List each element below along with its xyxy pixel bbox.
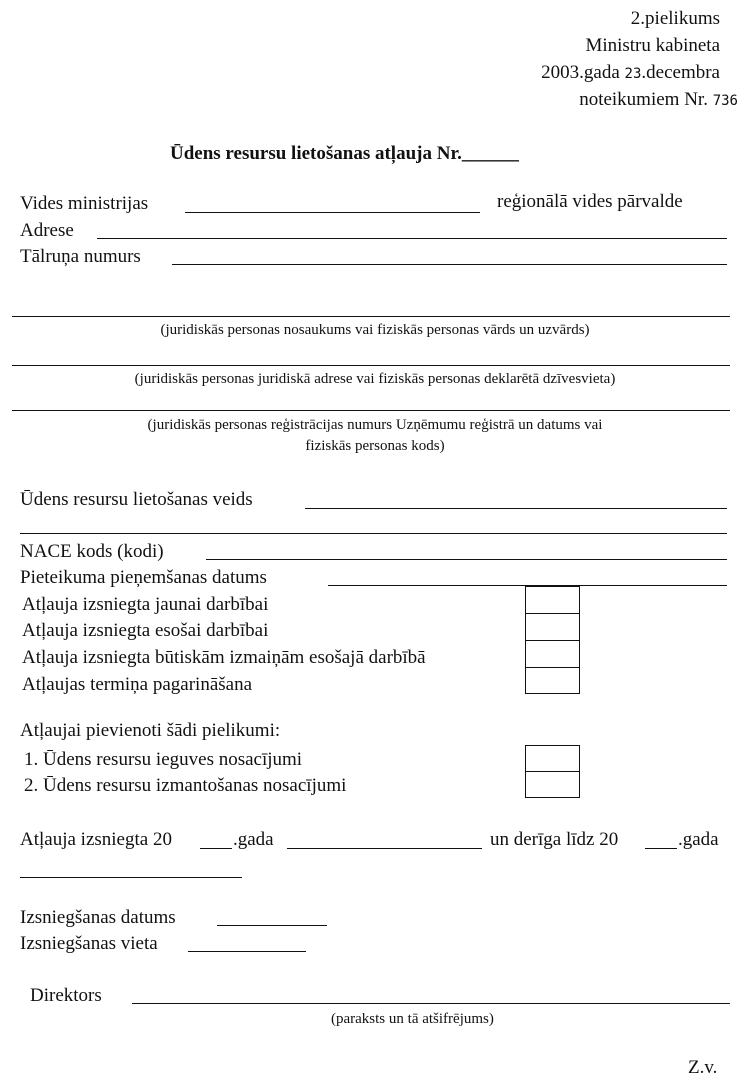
issued-year-line[interactable] — [200, 848, 232, 849]
talrunis-label: Tālruņa numurs — [20, 246, 141, 267]
nace-line[interactable] — [206, 559, 727, 560]
header-line-3-prefix: 2003.gada — [541, 62, 620, 83]
registration-caption-1: (juridiskās personas reģistrācijas numurs Uzņēmumu reģistrā un datums vai — [147, 417, 603, 433]
pieteikums-label: Pieteikuma pieņemšanas datums — [20, 567, 267, 588]
attachments-heading: Atļaujai pievienoti šādi pielikumi: — [20, 720, 281, 741]
signature-line[interactable] — [132, 1003, 730, 1004]
attachments-checkbox-group — [525, 745, 580, 798]
stamp-label: Z.v. — [688, 1057, 718, 1078]
checkbox-existing[interactable] — [526, 614, 579, 641]
checkbox-attachment-1[interactable] — [526, 746, 579, 772]
issue-place-line[interactable] — [188, 951, 306, 952]
header-line-3 — [541, 62, 720, 85]
registration-caption-2: fiziskās personas kods) — [305, 438, 445, 454]
vides-label: Vides ministrijas — [20, 193, 149, 214]
issue-place-label: Izsniegšanas vieta — [20, 933, 158, 954]
valid-date-line[interactable] — [20, 877, 242, 878]
checkbox-label-existing: Atļauja izsniegta esošai darbībai — [22, 620, 269, 641]
header-line-4 — [579, 89, 738, 112]
veids-line[interactable] — [305, 508, 727, 509]
checkbox-label-new: Atļauja izsniegta jaunai darbībai — [22, 594, 269, 615]
issued-date-line[interactable] — [287, 848, 482, 849]
issued-prefix: Atļauja izsniegta 20 — [20, 829, 172, 850]
header-decree-day: 23 — [624, 66, 642, 82]
veids-line-2[interactable] — [20, 533, 727, 534]
checkbox-attachment-2[interactable] — [526, 772, 579, 797]
adrese-line[interactable] — [97, 238, 727, 239]
talrunis-line[interactable] — [172, 264, 727, 265]
issued-suffix: .gada — [233, 829, 274, 850]
valid-prefix: un derīga līdz 20 — [490, 829, 619, 850]
name-caption: (juridiskās personas nosaukums vai fiziskās personas vārds un uzvārds) — [160, 322, 590, 338]
checkbox-label-extension: Atļaujas termiņa pagarināšana — [22, 674, 253, 695]
attachment-item-2: 2. Ūdens resursu izmantošanas nosacījumi — [24, 775, 347, 796]
director-label: Direktors — [30, 985, 102, 1006]
issue-date-label: Izsniegšanas datums — [20, 907, 176, 928]
issue-date-line[interactable] — [217, 925, 327, 926]
header-line-2: Ministru kabineta — [585, 35, 720, 56]
checkbox-new[interactable] — [526, 587, 579, 614]
regional-label: reģionālā vides pārvalde — [497, 191, 683, 212]
address-caption: (juridiskās personas juridiskā adrese vai fiziskās personas deklarētā dzīvesvieta) — [134, 371, 616, 387]
name-line[interactable] — [12, 316, 730, 317]
header-line-4-prefix: noteikumiem Nr. — [579, 89, 708, 110]
valid-suffix: .gada — [678, 829, 719, 850]
page-title: Ūdens resursu lietošanas atļauja Nr.______ — [170, 143, 519, 164]
adrese-label: Adrese — [20, 220, 74, 241]
header-decree-number: 736 — [712, 93, 738, 109]
permit-type-checkbox-group — [525, 586, 580, 694]
header-line-3-suffix: .decembra — [641, 62, 720, 83]
registration-line[interactable] — [12, 410, 730, 411]
attachment-item-1: 1. Ūdens resursu ieguves nosacījumi — [24, 749, 303, 770]
signature-caption: (paraksts un tā atšifrējums) — [331, 1011, 494, 1027]
vides-line[interactable] — [185, 212, 480, 213]
address-line[interactable] — [12, 365, 730, 366]
checkbox-extension[interactable] — [526, 668, 579, 695]
nace-label: NACE kods (kodi) — [20, 541, 164, 562]
header-line-1: 2.pielikums — [630, 8, 720, 29]
checkbox-label-changes: Atļauja izsniegta būtiskām izmaiņām esošajā darbībā — [22, 647, 426, 668]
valid-year-line[interactable] — [645, 848, 677, 849]
checkbox-changes[interactable] — [526, 641, 579, 668]
veids-label: Ūdens resursu lietošanas veids — [20, 489, 253, 510]
